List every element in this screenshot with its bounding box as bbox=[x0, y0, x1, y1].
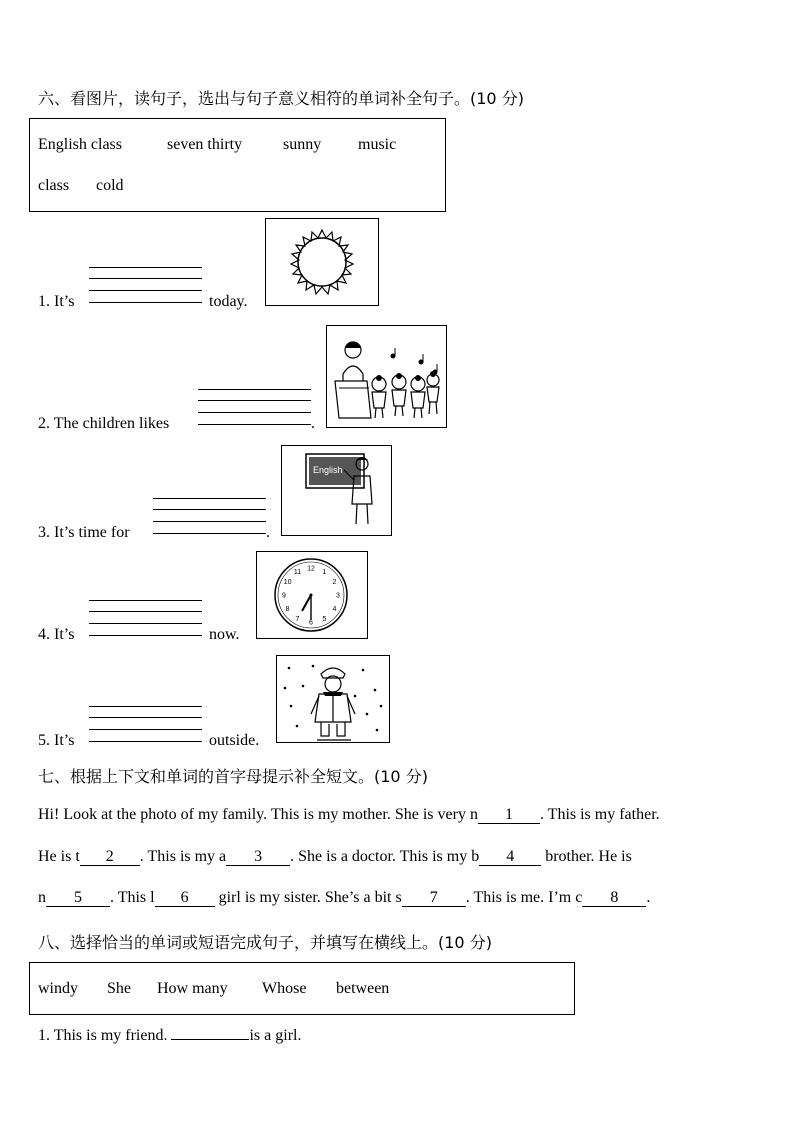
clock-number: 10 bbox=[283, 579, 292, 586]
word-option: between bbox=[336, 980, 390, 997]
word-option: English class bbox=[38, 136, 122, 153]
clock-picture bbox=[256, 551, 368, 639]
music-class-picture bbox=[326, 325, 447, 428]
passage-line-2 bbox=[38, 848, 632, 866]
item-prefix: 1. This is my friend. bbox=[38, 1027, 168, 1044]
music-class-icon bbox=[327, 326, 446, 427]
word-option: class bbox=[38, 177, 70, 194]
item-1-suffix: today. bbox=[209, 293, 248, 310]
section-7-title: 七、根据上下文和单词的首字母提示补全短文。(10 分) bbox=[38, 767, 428, 786]
item-2-suffix: . bbox=[311, 415, 315, 432]
clock-number: 1 bbox=[322, 569, 327, 577]
word-option: cold bbox=[96, 177, 124, 194]
blank-6[interactable]: 6 bbox=[155, 890, 215, 907]
passage-text: n bbox=[38, 889, 46, 906]
clock-number: 8 bbox=[285, 606, 290, 613]
answer-lines-4[interactable] bbox=[89, 598, 202, 638]
answer-blank[interactable] bbox=[171, 1039, 249, 1040]
item-2-prefix: 2. The children likes bbox=[38, 415, 170, 432]
passage-text: . She is a doctor. This is my b bbox=[290, 848, 480, 865]
item-3-prefix: 3. It’s time for bbox=[38, 524, 130, 541]
item-1-prefix: 1. It’s bbox=[38, 293, 75, 310]
clock-number: 3 bbox=[336, 592, 340, 600]
clock-number: 6 bbox=[309, 619, 313, 627]
clock-number: 12 bbox=[307, 565, 315, 573]
word-box-section-8 bbox=[29, 962, 575, 1015]
blank-8[interactable]: 8 bbox=[582, 890, 646, 907]
word-option: music bbox=[358, 136, 397, 153]
blank-3[interactable]: 3 bbox=[226, 849, 290, 866]
word-option: She bbox=[107, 980, 131, 997]
clock-number: 2 bbox=[332, 579, 337, 586]
english-class-icon bbox=[282, 446, 391, 535]
passage-text: He is t bbox=[38, 848, 80, 865]
passage-line-1 bbox=[38, 806, 660, 824]
word-option: Whose bbox=[262, 980, 307, 997]
english-class-picture bbox=[281, 445, 392, 536]
passage-text: girl is my sister. She’s a bit s bbox=[214, 889, 402, 906]
blank-7[interactable]: 7 bbox=[402, 890, 466, 907]
item-3-suffix: . bbox=[266, 524, 270, 541]
sun-icon bbox=[266, 219, 378, 305]
passage-text: . This is me. I’m c bbox=[465, 889, 583, 906]
answer-lines-5[interactable] bbox=[89, 704, 202, 744]
word-option: seven thirty bbox=[167, 136, 243, 153]
word-option: How many bbox=[157, 980, 228, 997]
clock-number: 7 bbox=[295, 615, 300, 623]
cold-picture bbox=[276, 655, 390, 743]
clock-number: 11 bbox=[293, 569, 302, 577]
blank-1[interactable]: 1 bbox=[478, 807, 540, 824]
blank-5[interactable]: 5 bbox=[46, 890, 110, 907]
passage-text: Hi! Look at the photo of my family. This is my mother. She is very n bbox=[38, 806, 478, 823]
section-8-title: 八、选择恰当的单词或短语完成句子，并填写在横线上。(10 分) bbox=[38, 933, 492, 952]
sun-picture bbox=[265, 218, 379, 306]
item-5-suffix: outside. bbox=[209, 732, 260, 749]
answer-lines-3[interactable] bbox=[153, 496, 266, 536]
answer-lines-1[interactable] bbox=[89, 265, 202, 305]
passage-text: . bbox=[646, 889, 651, 906]
clock-number: 4 bbox=[332, 606, 337, 613]
passage-text: . This is my a bbox=[139, 848, 227, 865]
word-option: windy bbox=[38, 980, 78, 997]
passage-text: . This l bbox=[110, 889, 155, 906]
answer-lines-2[interactable] bbox=[198, 387, 311, 427]
word-option: sunny bbox=[283, 136, 322, 153]
item-4-prefix: 4. It’s bbox=[38, 626, 75, 643]
item-4-suffix: now. bbox=[209, 626, 240, 643]
word-box-section-6 bbox=[29, 118, 446, 212]
board-text: English bbox=[313, 465, 343, 475]
clock-number: 5 bbox=[322, 615, 327, 623]
section-8-item-1 bbox=[38, 1027, 301, 1045]
blank-2[interactable]: 2 bbox=[80, 849, 140, 866]
item-5-prefix: 5. It’s bbox=[38, 732, 75, 749]
blank-4[interactable]: 4 bbox=[479, 849, 541, 866]
clock-icon bbox=[257, 552, 367, 638]
section-6-title: 六、看图片，读句子，选出与句子意义相符的单词补全句子。(10 分) bbox=[38, 89, 524, 108]
passage-line-3 bbox=[38, 889, 650, 907]
passage-text: . This is my father. bbox=[539, 806, 660, 823]
item-suffix: is a girl. bbox=[249, 1027, 302, 1044]
clock-number: 9 bbox=[282, 592, 286, 600]
cold-snow-icon bbox=[277, 656, 389, 742]
passage-text: brother. He is bbox=[541, 848, 632, 865]
